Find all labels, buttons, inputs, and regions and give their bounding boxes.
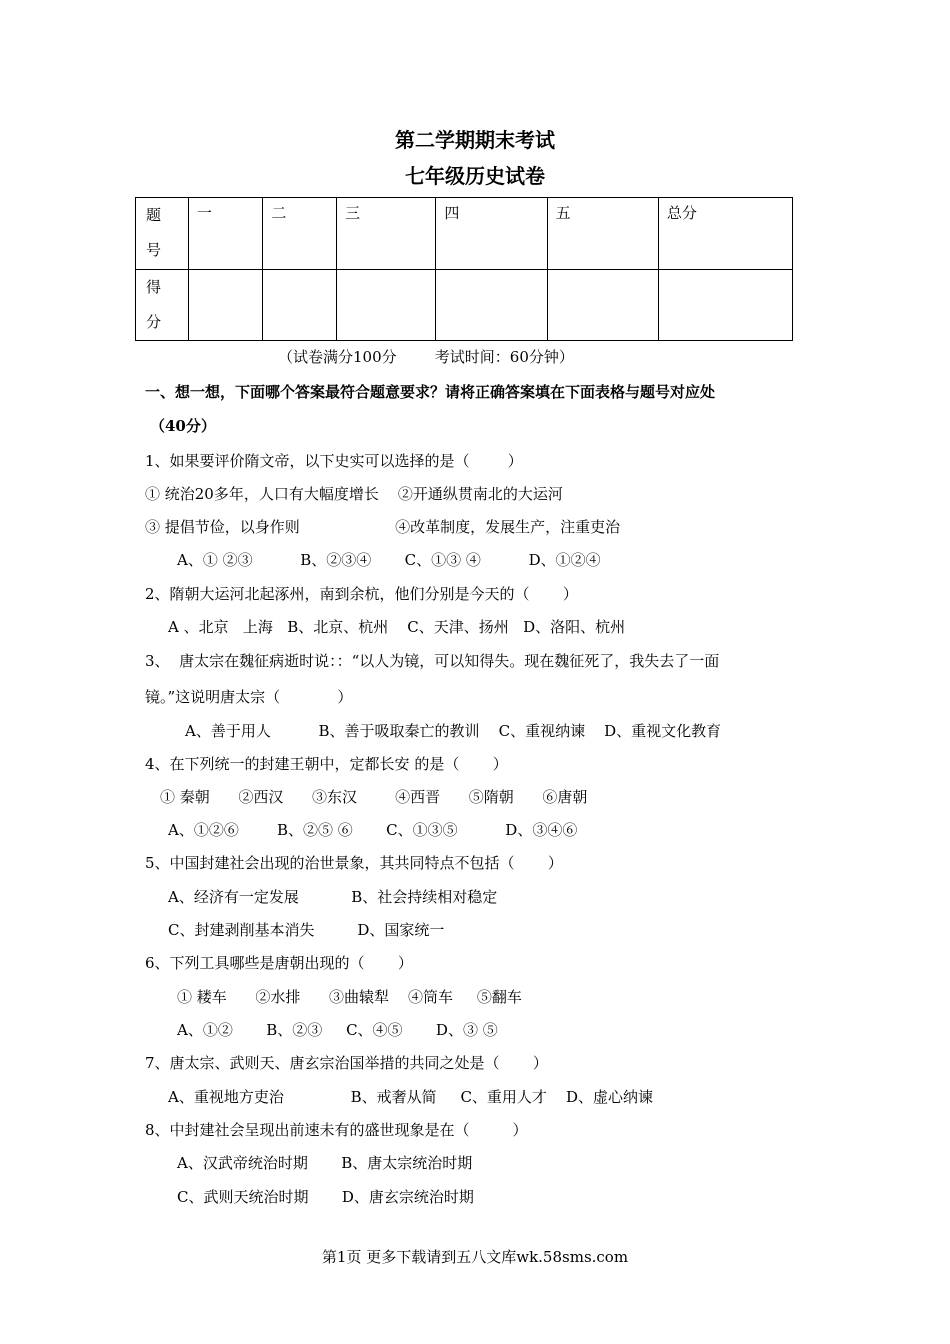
question-1: 1、如果要评价隋文帝，以下史实可以选择的是（ ） [145, 452, 523, 470]
question-5-options: A、经济有一定发展 B、社会持续相对稳定 [168, 888, 498, 906]
section-points: （40分） [150, 417, 216, 435]
question-1-options: A、① ②③ B、②③④ C、①③ ④ D、①②④ [177, 551, 601, 569]
column-header: 一 [188, 198, 263, 270]
table-row-score [136, 269, 793, 341]
question-3-options: A、善于用人 B、善于吸取秦亡的教训 C、重视纳谏 D、重视文化教育 [185, 722, 722, 740]
question-2: 2、隋朝大运河北起涿州，南到余杭，他们分别是今天的（ ） [145, 585, 578, 603]
question-6: 6、下列工具哪些是唐朝出现的（ ） [145, 954, 413, 972]
question-5-options: C、封建剥削基本消失 D、国家统一 [168, 921, 445, 939]
question-4: 4、在下列统一的封建王朝中，定都长安 的是（ ） [145, 755, 508, 773]
question-2-options: A 、北京 上海 B、北京、杭州 C、天津、扬州 D、洛阳、杭州 [168, 618, 626, 636]
question-3-continued: 镜。”这说明唐太宗（ ） [145, 688, 353, 706]
column-header: 二 [263, 198, 337, 270]
question-1-fact: ① 统治20多年，人口有大幅度增长 ②开通纵贯南北的大运河 [145, 485, 563, 503]
question-4-options: A、①②⑥ B、②⑤ ⑥ C、①③⑤ D、③④⑥ [168, 821, 578, 839]
question-6-items: ① 耧车 ②水排 ③曲辕犁 ④筒车 ⑤翻车 [177, 988, 522, 1006]
score-cell[interactable] [547, 269, 658, 341]
column-header: 四 [436, 198, 547, 270]
question-7-options: A、重视地方吏治 B、戒奢从简 C、重用人才 D、虚心纳谏 [168, 1088, 654, 1106]
row-head-score: 得 分 [136, 269, 189, 341]
section-heading: 一、想一想，下面哪个答案最符合题意要求？请将正确答案填在下面表格与题号对应处 [145, 383, 716, 401]
page-footer: 第1页 更多下载请到五八文库wk.58sms.com [321, 1248, 629, 1266]
question-3: 3、 唐太宗在魏征病逝时说：：“以人为镜，可以知得失。现在魏征死了，我失去了一面 [145, 652, 720, 670]
question-1-fact: ③ 提倡节俭，以身作则 ④改革制度，发展生产，注重吏治 [145, 518, 621, 536]
score-cell[interactable] [263, 269, 337, 341]
question-4-items: ① 秦朝 ②西汉 ③东汉 ④西晋 ⑤隋朝 ⑥唐朝 [160, 788, 588, 806]
score-cell[interactable] [337, 269, 436, 341]
column-header: 三 [337, 198, 436, 270]
question-8-options: C、武则天统治时期 D、唐玄宗统治时期 [177, 1188, 474, 1206]
column-header: 五 [547, 198, 658, 270]
column-header-total: 总分 [658, 198, 792, 270]
question-8: 8、中封建社会呈现出前速未有的盛世现象是在（ ） [145, 1121, 528, 1139]
question-5: 5、中国封建社会出现的治世景象，其共同特点不包括（ ） [145, 854, 563, 872]
exam-subtitle: 七年级历史试卷 [405, 164, 545, 188]
row-head-question-number: 题 号 [136, 198, 189, 270]
question-8-options: A、汉武帝统治时期 B、唐太宗统治时期 [177, 1154, 473, 1172]
question-6-options: A、①② B、②③ C、④⑤ D、③ ⑤ [177, 1021, 498, 1039]
score-cell[interactable] [436, 269, 547, 341]
score-table [135, 197, 793, 341]
score-cell[interactable] [188, 269, 263, 341]
exam-title: 第二学期期末考试 [395, 128, 555, 152]
table-row-question-number [136, 198, 793, 270]
exam-note: （试卷满分100分 考试时间：60分钟） [278, 348, 574, 366]
question-7: 7、唐太宗、武则天、唐玄宗治国举措的共同之处是（ ） [145, 1054, 548, 1072]
score-cell-total[interactable] [658, 269, 792, 341]
